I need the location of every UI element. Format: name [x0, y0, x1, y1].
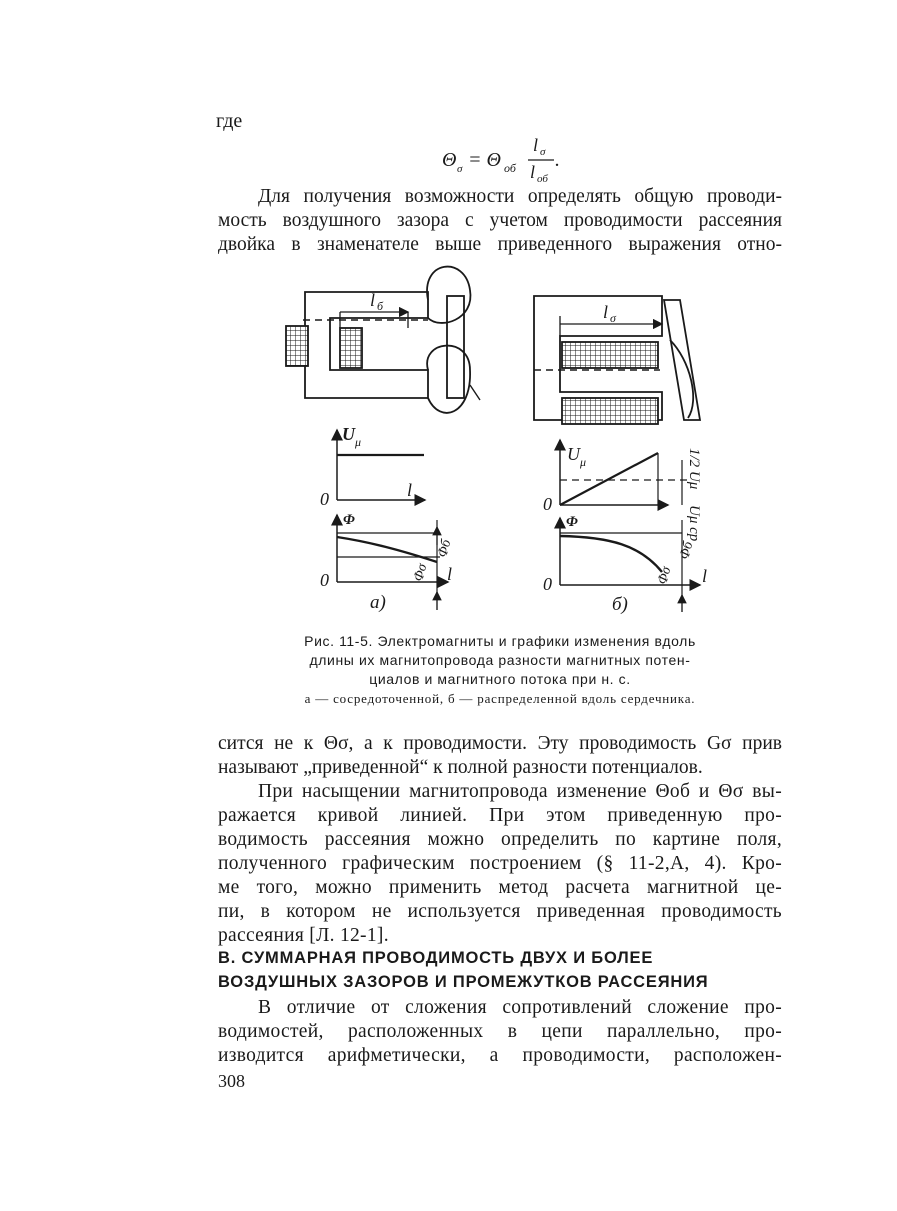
label-b-phi-b: Φб — [677, 540, 697, 562]
label-a-u: U — [342, 424, 355, 444]
text-line: сится не к Θσ, а к проводимости. Эту проводимость Gσ прив — [218, 733, 782, 754]
magnet-a — [286, 267, 480, 413]
label-a-u-sub: μ — [355, 435, 362, 449]
caption-legend: а — сосредоточенной, б — распределенной вдоль сердечника. — [304, 691, 696, 706]
caption-line: Рис. 11-5. Электромагниты и графики изменения вдоль — [304, 633, 696, 649]
coil-a-inner — [340, 328, 362, 368]
coil-b-bottom — [562, 398, 658, 424]
figure-caption — [240, 632, 760, 708]
label-b-u-avg: Uμ ср — [686, 505, 702, 542]
caption-line: циалов и магнитного потока при н. с. — [369, 671, 631, 687]
armature-a — [447, 296, 464, 398]
label-b-l-axis: l — [702, 566, 708, 586]
heading-line: ВОЗДУШНЫХ ЗАЗОРОВ И ПРОМЕЖУТКОВ РАССЕЯНИЯ — [218, 973, 709, 991]
text-line: двойка в знаменателе выше приведенного выражения отно- — [218, 234, 782, 255]
label-b-origin-1: 0 — [543, 494, 552, 514]
label-a-phi-sigma: Φσ — [411, 562, 431, 584]
label-a-phi-b: Φб — [435, 538, 455, 560]
formula-eq-sub: об — [504, 161, 516, 175]
paragraph-2 — [218, 732, 782, 780]
text-line: пи, в котором не используется приведенная проводимость — [218, 901, 782, 922]
text-line: водимость рассеяния можно определить по картине поля, — [218, 829, 782, 850]
text-line: называют „приведенной“ к полной разности потенциалов. — [218, 757, 703, 778]
formula-lhs-sub: σ — [457, 163, 463, 175]
text-line: В отличие от сложения сопротивлений сложение про- — [258, 997, 782, 1018]
section-heading — [218, 946, 782, 994]
paragraph-1 — [218, 185, 782, 257]
heading-line: В. СУММАРНАЯ ПРОВОДИМОСТЬ ДВУХ И БОЛЕЕ — [218, 949, 654, 967]
label-b-u-half: 1/2 Uμ — [686, 448, 702, 490]
paragraph-4 — [218, 996, 782, 1068]
text-line: ражается кривой линией. При этом приведенную про- — [218, 805, 782, 826]
formula-eq: = Θ — [468, 149, 501, 171]
formula-end: . — [555, 149, 560, 171]
formula-lhs: Θ — [442, 149, 457, 171]
subfigure-a-label: а) — [370, 592, 386, 613]
label-b-u-sub: μ — [580, 455, 587, 469]
graph-a-potential — [337, 430, 425, 500]
text-line: изводится арифметически, а проводимости, расположен- — [218, 1045, 782, 1066]
formula-theta-sigma — [440, 134, 640, 186]
label-a-phi: Φ — [343, 512, 355, 528]
coil-b-top — [562, 342, 658, 368]
subfigure-b-label: б) — [612, 594, 628, 615]
page-number: 308 — [218, 1071, 245, 1091]
caption-line: длины их магнитопровода разности магнитных потен- — [309, 652, 691, 668]
graph-a-flux — [337, 515, 448, 610]
text-line: мость воздушного зазора с учетом проводимости рассеяния — [218, 210, 782, 231]
text-line: Для получения возможности определять общую проводи- — [258, 186, 782, 207]
graph-b-potential — [560, 440, 690, 505]
label-a-l-axis-1: l — [407, 480, 413, 500]
label-b-u: U — [567, 444, 580, 464]
where-word: где — [216, 110, 243, 132]
label-a-l-axis-2: l — [447, 564, 453, 584]
text-line: полученного графическим построением (§ 11-2,А, 4). Кро- — [218, 853, 782, 874]
label-b-phi: Φ — [566, 514, 578, 530]
text-line: ме того, можно применить метод расчета магнитной це- — [218, 877, 782, 898]
formula-num: l — [533, 135, 539, 155]
label-b-l-sub: σ — [610, 311, 616, 325]
text-line: водимостей, расположенных в цепи параллельно, про- — [218, 1021, 782, 1042]
text-line: При насыщении магнитопровода изменение Θоб и Θσ вы- — [258, 781, 782, 802]
magnet-b — [534, 296, 700, 424]
label-a-l: l — [370, 290, 376, 310]
graph-b-flux — [560, 518, 700, 612]
formula-den-sub: об — [537, 173, 548, 185]
label-a-origin-2: 0 — [320, 570, 329, 590]
paragraph-3 — [218, 780, 782, 948]
formula-den: l — [530, 162, 536, 182]
label-a-l-sub: б — [377, 299, 384, 313]
label-b-phi-sigma: Φσ — [655, 565, 675, 587]
text-line: рассеяния [Л. 12-1]. — [218, 925, 389, 946]
label-b-l: l — [603, 302, 609, 322]
label-b-origin-2: 0 — [543, 574, 552, 594]
coil-a-outer — [286, 326, 308, 366]
formula-num-sub: σ — [540, 146, 546, 158]
label-a-origin-1: 0 — [320, 489, 329, 509]
armature-b — [664, 300, 700, 420]
